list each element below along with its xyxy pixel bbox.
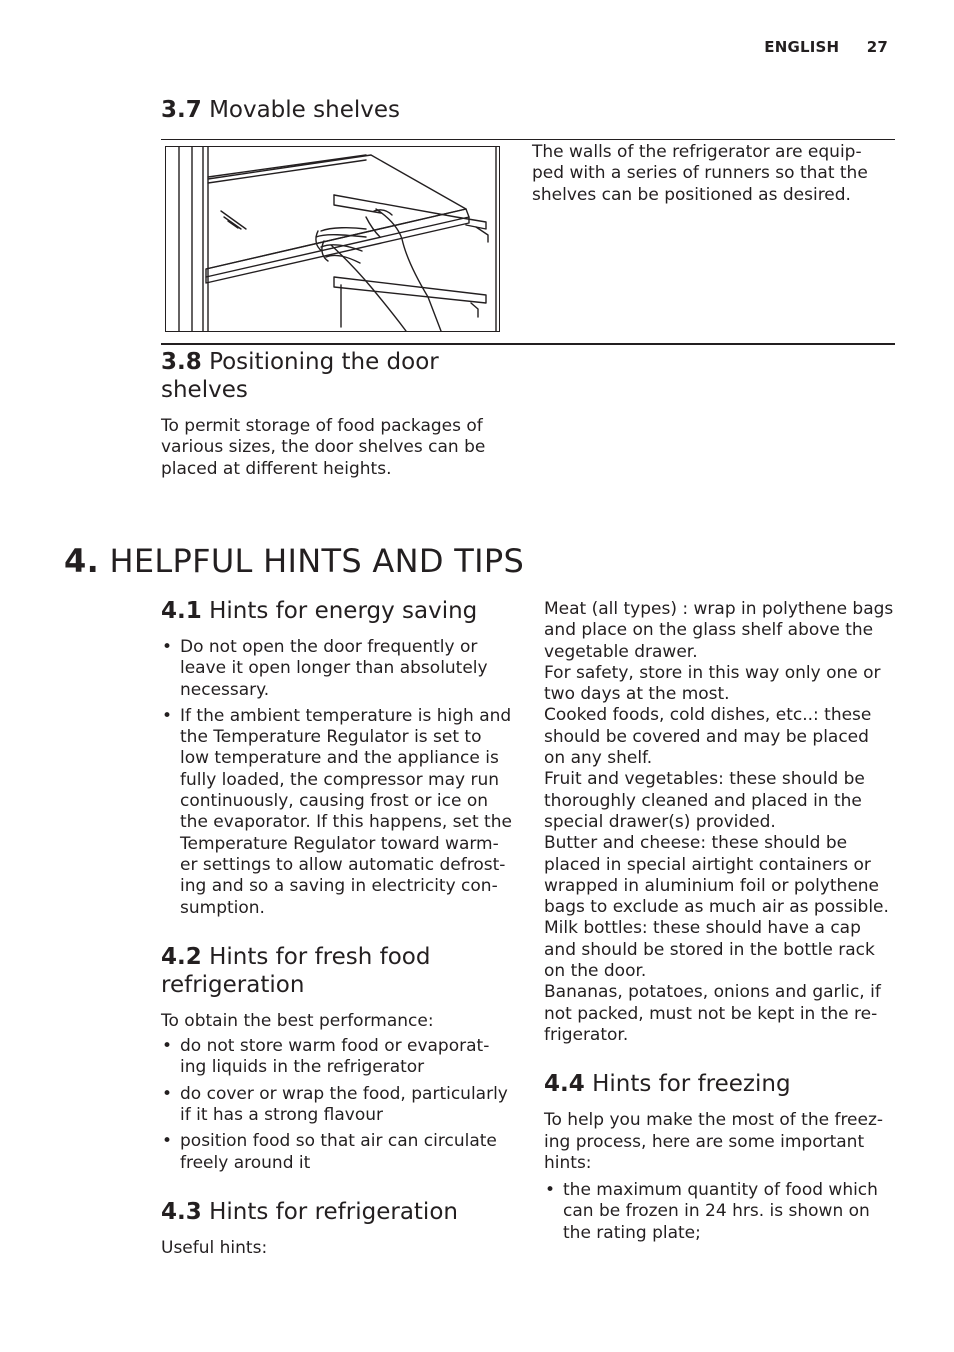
section-number: 3.7	[161, 97, 202, 123]
list-item	[161, 1131, 516, 1174]
body-line: To permit storage of food packages of	[161, 416, 483, 436]
list-line: sumption.	[180, 897, 265, 918]
body-line: Cooked foods, cold dishes, etc..: these	[544, 705, 872, 726]
body-line: ing process, here are some important	[544, 1131, 865, 1152]
section-intro: To obtain the best performance:	[161, 1010, 434, 1031]
section-number: 3.8	[161, 349, 202, 375]
section-4-4-heading	[544, 1070, 894, 1098]
body-line: and place on the glass shelf above the	[544, 620, 874, 641]
body-line: bags to exclude as much air as possible.	[544, 897, 889, 918]
chapter-number: 4.	[64, 542, 100, 580]
section-title: Positioning the door	[209, 349, 439, 375]
section-intro: Useful hints:	[161, 1237, 268, 1258]
body-line: vegetable drawer.	[544, 641, 698, 662]
list-item	[544, 1180, 894, 1244]
section-3-7-text	[532, 142, 892, 206]
section-title-cont: shelves	[161, 377, 248, 403]
section-number: 4.3	[161, 1198, 202, 1225]
body-line: various sizes, the door shelves can be	[161, 437, 486, 458]
list-line: • do cover or wrap the food, particularly	[180, 1083, 508, 1104]
list-line: • position food so that air can circulate	[180, 1131, 497, 1152]
body-line: Bananas, potatoes, onions and garlic, if	[544, 982, 881, 1003]
list-line: Temperature Regulator toward warm-	[180, 833, 499, 854]
list-item	[161, 706, 516, 919]
section-title: Hints for freezing	[592, 1071, 791, 1098]
list-line: the Temperature Regulator is set to	[180, 727, 482, 748]
body-line: two days at the most.	[544, 684, 730, 705]
list-line: ing liquids in the refrigerator	[180, 1057, 425, 1078]
section-3-7-heading	[161, 96, 400, 124]
freezing-list	[544, 1180, 894, 1244]
chapter-heading	[64, 542, 524, 580]
list-line: er settings to allow automatic defrost-	[180, 854, 506, 875]
list-line: • the maximum quantity of food which	[563, 1180, 878, 1201]
list-line: low temperature and the appliance is	[180, 748, 499, 769]
body-line: shelves can be positioned as desired.	[532, 184, 851, 205]
body-line: Meat (all types) : wrap in polythene bags	[544, 599, 894, 619]
section-number: 4.4	[544, 1071, 585, 1098]
list-line: • Do not open the door frequently or	[180, 637, 478, 657]
body-line: For safety, store in this way only one or	[544, 662, 881, 683]
shelf-illustration	[165, 146, 500, 332]
section-title: Movable shelves	[209, 97, 400, 123]
page-header	[764, 38, 888, 56]
section-title: Hints for refrigeration	[209, 1198, 458, 1225]
body-line: thoroughly cleaned and placed in the	[544, 790, 862, 811]
body-line: Butter and cheese: these should be	[544, 833, 848, 854]
list-line: can be frozen in 24 hrs. is shown on	[563, 1201, 870, 1222]
fresh-food-list	[161, 1036, 516, 1174]
shelf-hand-drawing	[166, 147, 499, 331]
page-number: 27	[866, 38, 888, 56]
section-4-1-heading	[161, 597, 516, 625]
section-number: 4.2	[161, 943, 202, 970]
list-line: the evaporator. If this happens, set the	[180, 812, 512, 833]
body-line: on any shelf.	[544, 748, 653, 769]
section-rule	[161, 139, 895, 140]
body-line: Fruit and vegetables: these should be	[544, 769, 865, 790]
refrigeration-hints	[544, 599, 894, 1046]
list-line: continuously, causing frost or ice on	[180, 791, 489, 812]
section-rule	[161, 343, 895, 345]
list-item	[161, 1036, 516, 1079]
list-line: the rating plate;	[563, 1222, 701, 1243]
body-line: To help you make the most of the freez-	[544, 1110, 884, 1131]
body-line: not packed, must not be kept in the re-	[544, 1003, 878, 1024]
left-column	[161, 597, 516, 1259]
header-language: ENGLISH	[764, 38, 840, 56]
energy-saving-list	[161, 637, 516, 919]
list-item	[161, 1084, 516, 1127]
body-line: on the door.	[544, 961, 647, 982]
section-title-cont: refrigeration	[161, 971, 305, 998]
body-line: ped with a series of runners so that the	[532, 163, 868, 184]
body-line: wrapped in aluminium foil or polythene	[544, 875, 880, 896]
section-title: Hints for fresh food	[209, 943, 431, 970]
body-line: Milk bottles: these should have a cap	[544, 918, 861, 939]
list-line: if it has a strong flavour	[180, 1105, 384, 1126]
list-line: ing and so a saving in electricity con-	[180, 876, 498, 897]
body-line: hints:	[544, 1152, 592, 1173]
body-line: frigerator.	[544, 1024, 629, 1045]
list-line: • If the ambient temperature is high and	[180, 705, 512, 726]
body-line: should be covered and may be placed	[544, 726, 869, 747]
body-line: special drawer(s) provided.	[544, 811, 776, 832]
section-4-3-heading	[161, 1198, 516, 1226]
section-number: 4.1	[161, 598, 202, 624]
section-title: Hints for energy saving	[209, 598, 478, 624]
section-4-2-heading	[161, 943, 516, 999]
right-column	[544, 599, 894, 1249]
body-line: and should be stored in the bottle rack	[544, 939, 875, 960]
section-3-8-text	[161, 416, 511, 480]
list-line: leave it open longer than absolutely	[180, 658, 488, 679]
chapter-title: HELPFUL HINTS AND TIPS	[109, 542, 525, 580]
freezing-intro	[544, 1110, 894, 1174]
list-line: necessary.	[180, 679, 270, 700]
section-3-8-heading	[161, 348, 439, 404]
list-item	[161, 637, 516, 701]
list-line: freely around it	[180, 1152, 311, 1173]
body-line: The walls of the refrigerator are equip-	[532, 142, 862, 162]
list-line: fully loaded, the compressor may run	[180, 769, 500, 790]
list-line: • do not store warm food or evaporat-	[180, 1036, 490, 1057]
body-line: placed at different heights.	[161, 458, 392, 479]
body-line: placed in special airtight containers or	[544, 854, 871, 875]
